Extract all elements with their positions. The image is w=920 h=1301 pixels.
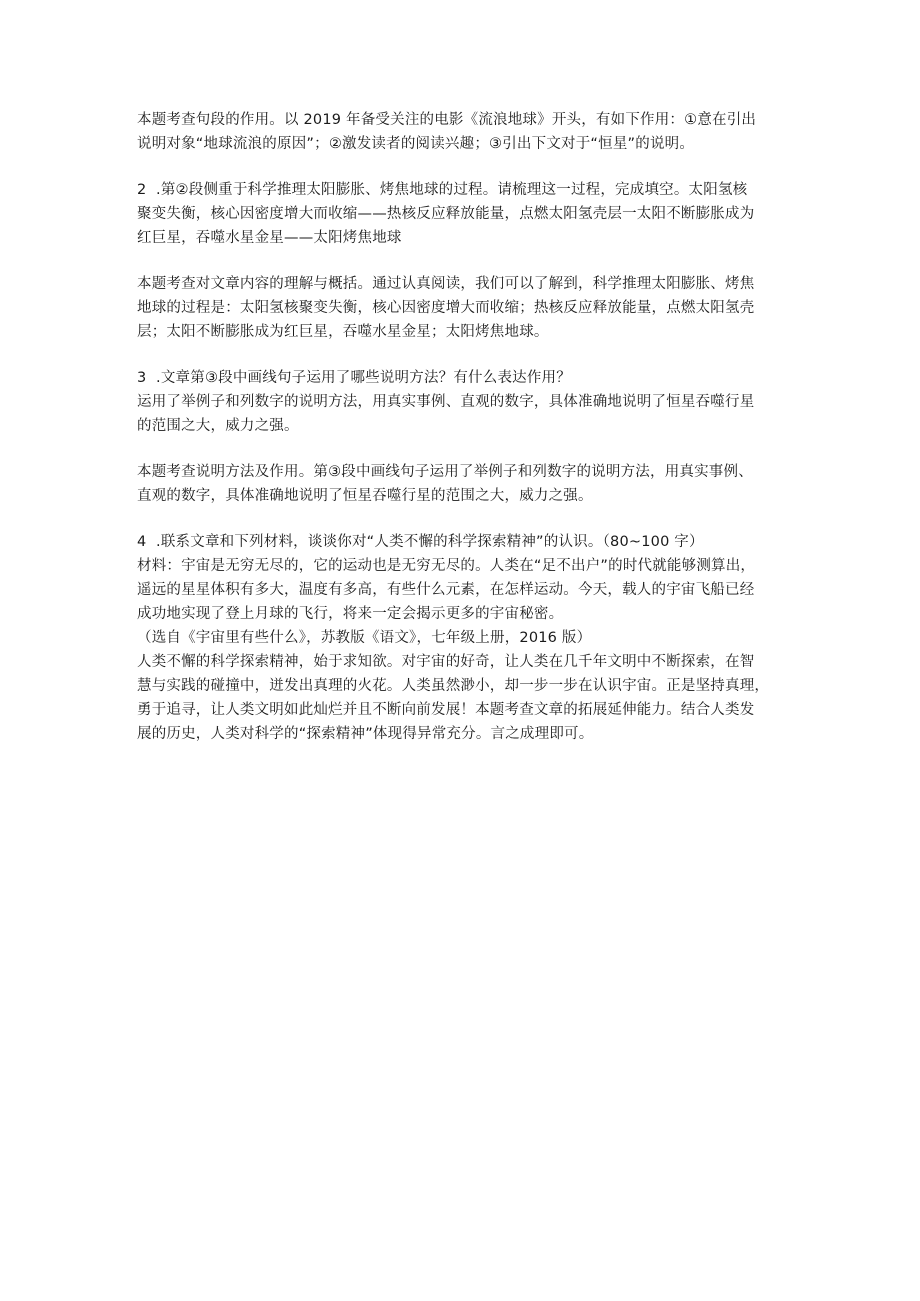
text-line: 人类不懈的科学探索精神，始于求知欲。对宇宙的好奇，让人类在几千年文明中不断探索，在智 — [137, 654, 755, 670]
text-line: 材料：宇宙是无穷无尽的，它的运动也是无穷无尽的。人类在“足不出户”的时代就能够测算出， — [137, 558, 756, 574]
paragraph-gap — [137, 156, 797, 178]
text-line: 红巨星，吞噬水星金星——太阳烤焦地球 — [137, 230, 402, 246]
text-line: 聚变失衡，核心因密度增大而收缩——热核反应释放能量，点燃太阳氢壳层一太阳不断膨胀成为 — [137, 206, 755, 222]
text-line: 3 .文章第③段中画线句子运用了哪些说明方法？有什么表达作用？ — [137, 370, 571, 386]
paragraph-gap — [137, 250, 797, 272]
question-2-section — [137, 178, 797, 250]
text-line: 运用了举例子和列数字的说明方法，用真实事例、直观的数字，具体准确地说明了恒星吞噬行星 — [137, 394, 755, 410]
analysis-section-3 — [137, 460, 797, 508]
text-line: 本题考查说明方法及作用。第③段中画线句子运用了举例子和列数字的说明方法，用真实事例、 — [137, 464, 753, 480]
paragraph-gap — [137, 508, 797, 530]
text-line: 2 .第②段侧重于科学推理太阳膨胀、烤焦地球的过程。请梳理这一过程，完成填空。太阳氢核 — [137, 182, 748, 198]
document-body — [137, 108, 797, 746]
text-line: 说明对象“地球流浪的原因”；②激发读者的阅读兴趣；③引出下文对于“恒星”的说明。 — [137, 136, 695, 152]
text-line: 本题考查句段的作用。以 2019 年备受关注的电影《流浪地球》开头，有如下作用：①意在引出 — [137, 112, 757, 128]
text-line: 展的历史，人类对科学的“探索精神”体现得异常充分。言之成理即可。 — [137, 726, 594, 742]
text-line: （选自《宇宙里有些什么》，苏教版《语文》，七年级上册，2016 版） — [137, 630, 592, 646]
text-line: 勇于追寻，让人类文明如此灿烂并且不断向前发展！本题考查文章的拓展延伸能力。结合人类发 — [137, 702, 755, 718]
answer-section-1 — [137, 108, 797, 156]
text-line: 成功地实现了登上月球的飞行，将来一定会揭示更多的宇宙秘密。 — [137, 606, 564, 622]
text-line: 遥远的星星体积有多大，温度有多高，有些什么元素，在怎样运动。今天，载人的宇宙飞船已经 — [137, 582, 755, 598]
text-line: 直观的数字，具体准确地说明了恒星吞噬行星的范围之大，威力之强。 — [137, 488, 593, 504]
paragraph-gap — [137, 438, 797, 460]
text-line: 的范围之大，威力之强。 — [137, 418, 299, 434]
paragraph-gap — [137, 344, 797, 366]
text-line: 慧与实践的碰撞中，迸发出真理的火花。人类虽然渺小，却一步一步在认识宇宙。正是坚持真理， — [137, 678, 770, 694]
analysis-section-2 — [137, 272, 797, 344]
question-4-section — [137, 530, 797, 746]
question-3-section — [137, 366, 797, 438]
text-line: 本题考查对文章内容的理解与概括。通过认真阅读，我们可以了解到，科学推理太阳膨胀、烤焦 — [137, 276, 755, 292]
text-line: 地球的过程是：太阳氢核聚变失衡，核心因密度增大而收缩；热核反应释放能量，点燃太阳氢壳 — [137, 300, 755, 316]
text-line: 4 .联系文章和下列材料，谈谈你对“人类不懈的科学探索精神”的认识。（80~100 字） — [137, 534, 704, 550]
text-line: 层；太阳不断膨胀成为红巨星，吞噬水星金星；太阳烤焦地球。 — [137, 324, 549, 340]
